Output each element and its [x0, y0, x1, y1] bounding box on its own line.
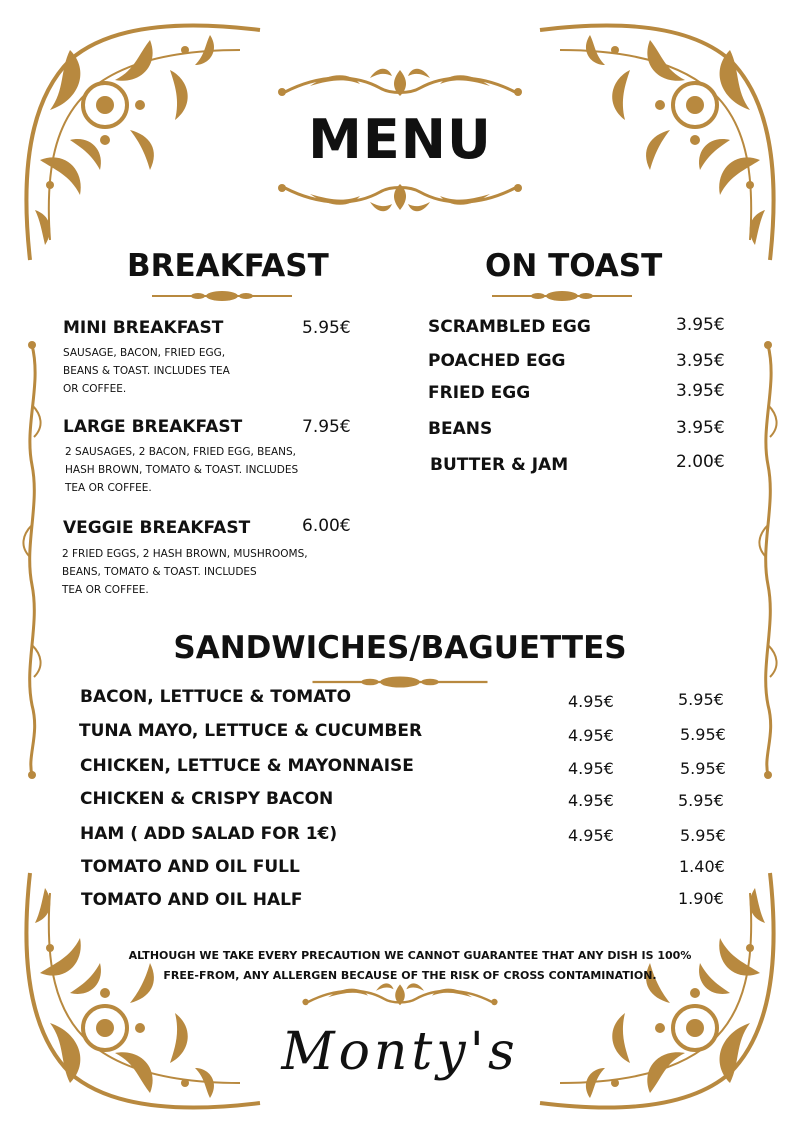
breakfast-item-price: 7.95€ — [302, 417, 351, 437]
disclaimer-line: FREE-FROM, ANY ALLERGEN BECAUSE OF THE RISK OF CROSS CONTAMINATION. — [163, 969, 657, 982]
on-toast-item-name: BEANS — [428, 419, 493, 439]
sandwich-item-price-small: 4.95€ — [568, 726, 614, 745]
on-toast-item-price: 3.95€ — [676, 351, 725, 371]
on-toast-item-name: FRIED EGG — [428, 383, 531, 403]
page-title: MENU — [308, 108, 492, 171]
sandwich-item-name: CHICKEN, LETTUCE & MAYONNAISE — [80, 756, 414, 776]
sandwich-item-price-small: 4.95€ — [568, 826, 614, 845]
breakfast-item-name: LARGE BREAKFAST — [63, 417, 243, 437]
breakfast-item-description: 2 SAUSAGES, 2 BACON, FRIED EGG, BEANS, HASH BROWN, TOMATO & TOAST. INCLUDES TEA OR COFFEE. — [65, 446, 299, 494]
sandwich-item-price-large: 1.90€ — [678, 889, 724, 908]
on-toast-item-name: SCRAMBLED EGG — [428, 317, 591, 337]
breakfast-item-description: 2 FRIED EGGS, 2 HASH BROWN, MUSHROOMS, BEANS, TOMATO & TOAST. INCLUDES TEA OR COFFEE. — [62, 548, 308, 596]
breakfast-item-price: 5.95€ — [302, 318, 351, 338]
sandwich-item-name: CHICKEN & CRISPY BACON — [80, 789, 334, 809]
sandwich-item-price-large: 5.95€ — [680, 725, 726, 744]
sandwich-item-price-small: 4.95€ — [568, 791, 614, 810]
sandwich-item-name: TOMATO AND OIL HALF — [81, 890, 303, 910]
breakfast-item-name: MINI BREAKFAST — [63, 318, 224, 338]
breakfast-heading: BREAKFAST — [127, 248, 329, 284]
sandwich-item-name: HAM ( ADD SALAD FOR 1€) — [80, 824, 338, 844]
on-toast-item-price: 3.95€ — [676, 418, 725, 438]
sandwich-item-price-large: 5.95€ — [678, 791, 724, 810]
sandwich-item-name: BACON, LETTUCE & TOMATO — [80, 687, 352, 707]
brand-signature: Monty's — [281, 1022, 519, 1082]
on-toast-heading: ON TOAST — [485, 248, 663, 284]
sandwich-item-price-large: 5.95€ — [680, 826, 726, 845]
sandwich-item-name: TUNA MAYO, LETTUCE & CUCUMBER — [79, 721, 423, 741]
on-toast-item-price: 3.95€ — [676, 315, 725, 335]
on-toast-item-name: BUTTER & JAM — [430, 455, 569, 475]
on-toast-item-price: 2.00€ — [676, 452, 725, 472]
sandwich-item-price-large: 1.40€ — [679, 857, 725, 876]
disclaimer-line: ALTHOUGH WE TAKE EVERY PRECAUTION WE CANNOT GUARANTEE THAT ANY DISH IS 100% — [128, 949, 692, 962]
allergen-disclaimer — [100, 946, 720, 986]
sandwich-item-price-small: 4.95€ — [568, 759, 614, 778]
sandwich-item-price-small: 4.95€ — [568, 692, 614, 711]
sandwiches-heading: SANDWICHES/BAGUETTES — [173, 630, 627, 666]
on-toast-item-name: POACHED EGG — [428, 351, 566, 371]
breakfast-item-name: VEGGIE BREAKFAST — [63, 518, 251, 538]
on-toast-item-price: 3.95€ — [676, 381, 725, 401]
sandwich-item-name: TOMATO AND OIL FULL — [81, 857, 300, 877]
breakfast-item-price: 6.00€ — [302, 516, 351, 536]
breakfast-item-description: SAUSAGE, BACON, FRIED EGG, BEANS & TOAST. INCLUDES TEA OR COFFEE. — [63, 347, 230, 395]
sandwich-item-price-large: 5.95€ — [680, 759, 726, 778]
sandwich-item-price-large: 5.95€ — [678, 690, 724, 709]
